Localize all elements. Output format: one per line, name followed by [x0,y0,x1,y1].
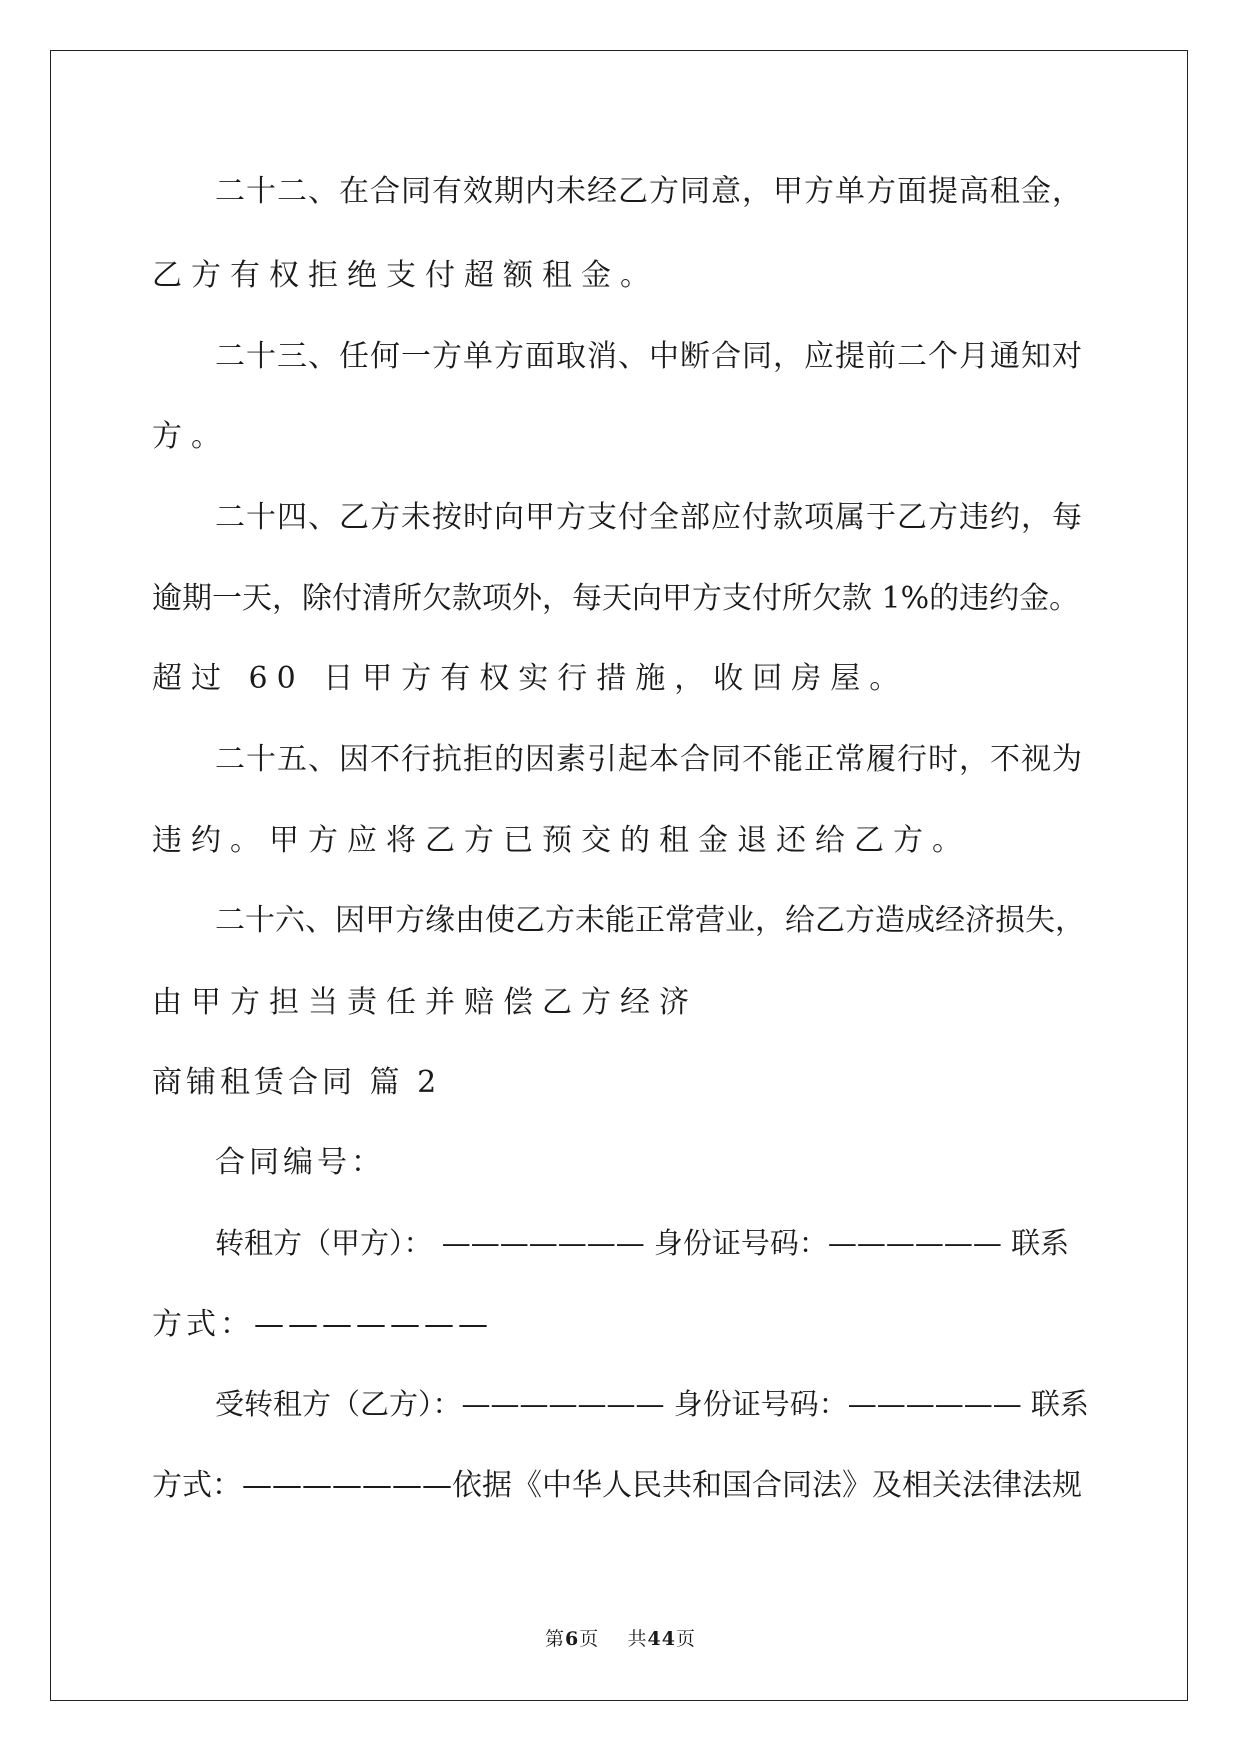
total-suffix: 页 [675,1628,696,1650]
paragraph-line: 超过 60 日甲方有权实行措施，收回房屋。 [152,661,909,696]
page-border [50,50,1188,1701]
paragraph-line: 方式：———————依据《中华人民共和国合同法》及相关法律法规 [152,1468,1082,1503]
total-prefix: 共 [627,1628,648,1650]
paragraph-line: 二十三、任何一方单方面取消、中断合同，应提前二个月通知对 [215,339,1083,374]
page-footer [0,1624,1241,1651]
total-pages: 44 [647,1628,676,1650]
page-prefix: 第 [545,1628,566,1650]
paragraph-line: 由甲方担当责任并赔偿乙方经济 [152,985,698,1020]
paragraph-line: 方。 [152,419,230,454]
section-heading: 商铺租赁合同 篇 2 [152,1065,441,1100]
page-number: 6 [565,1628,580,1650]
paragraph-line: 二十六、因甲方缘由使乙方未能正常营业，给乙方造成经济损失， [215,903,1085,938]
paragraph-line: 方式：——————— [152,1307,492,1342]
paragraph-line: 二十五、因不行抗拒的因素引起本合同不能正常履行时，不视为 [215,742,1083,777]
paragraph-line: 二十四、乙方未按时向甲方支付全部应付款项属于乙方违约，每 [215,500,1083,535]
paragraph-line: 二十二、在合同有效期内未经乙方同意，甲方单方面提高租金， [215,174,1083,209]
paragraph-line: 受转租方（乙方）：——————— 身份证号码：—————— 联系 [215,1387,1089,1421]
paragraph-line: 转租方（甲方）： ——————— 身份证号码：—————— 联系 [215,1226,1070,1260]
paragraph-line: 逾期一天，除付清所欠款项外，每天向甲方支付所欠款 1%的违约金。 [152,581,1080,616]
paragraph-line: 乙方有权拒绝支付超额租金。 [152,258,659,293]
paragraph-line: 违约。甲方应将乙方已预交的租金退还给乙方。 [152,823,971,858]
paragraph-line: 合同编号： [215,1145,385,1180]
page-suffix: 页 [579,1628,600,1650]
